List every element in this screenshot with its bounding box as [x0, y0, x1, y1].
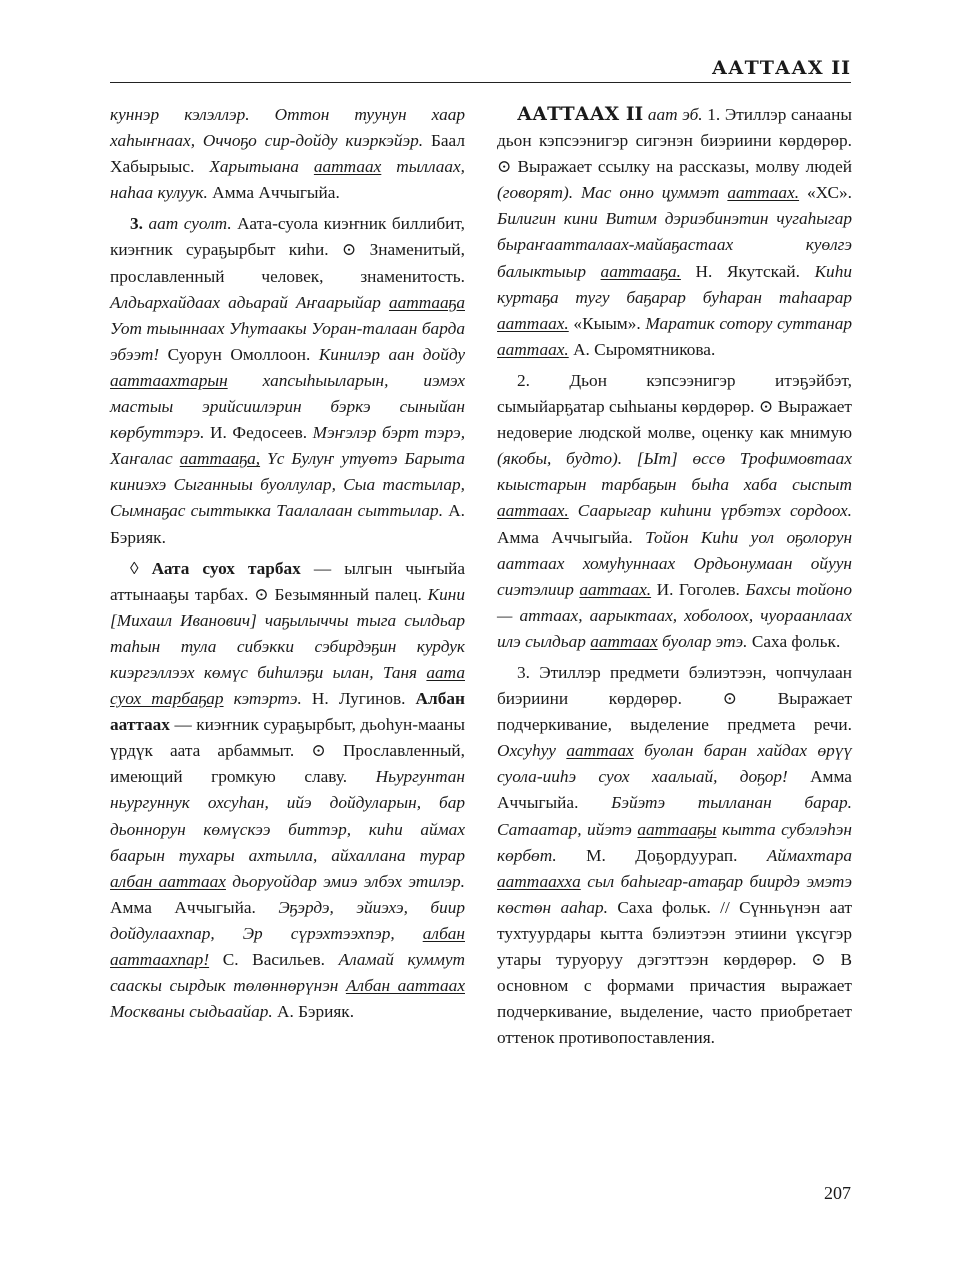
citation-source: С. Васильев. [222, 950, 325, 969]
example-text: Аймахтара [766, 845, 852, 865]
underlined-headword: Албан ааттаах [345, 976, 465, 996]
example-text: кэтэртэ. [233, 689, 302, 709]
definition-text: 3. Этиллэр предмети бэлиэтээн, чопчулаан биэриини көрдөрөр. ⊙ Выражает подчеркивание, выделение предмета речи. [497, 662, 852, 735]
underlined-headword: ааттааҕы [637, 819, 717, 839]
example-text: Харытыана [209, 157, 299, 177]
idiom-headword: Албан ааттаах [110, 689, 465, 735]
underlined-headword: ааттааҕа [388, 292, 465, 312]
citation-source: И. Федосеев. [210, 423, 308, 443]
example-text: Билигин кини Витим дэриэбинэтин чугаһыгар быраҥааттaлaах-майаҕастаах куөлгэ балыктыыр [497, 209, 852, 281]
citation-source: «Кыым». [573, 313, 641, 333]
citation-source: Н. Лугинов. [311, 689, 406, 709]
example-text: [Ыт] [636, 449, 678, 469]
example-text: Бэйэтэ тылланан барар. Сатаатар, ийэтэ [497, 793, 852, 839]
example-text: Эҕэрдэ, эйиэхэ, биир дойдулаахпар, Эр сүрэхтээхпэр, [110, 897, 466, 943]
example-text: Аламай куммут сааскы сырдык төлөннөрүнэн [110, 950, 465, 996]
gloss-text: (якобы, будто). [497, 449, 623, 469]
left-column [110, 102, 465, 1025]
running-header-title: ААТТААХ II [711, 57, 851, 79]
example-text: хаһыҥнаах, Оччоҕо сир-дойду киэркэйэр. [110, 131, 424, 151]
citation-source: Амма Аччыгыйа. [497, 767, 852, 813]
example-text: Охсуһуу [497, 741, 556, 761]
left-sense-3 [110, 211, 465, 550]
grammar-label: аат эб. [647, 105, 703, 124]
citation-source: Баал Хабырыыс. [110, 131, 465, 177]
definition-text: 2. Дьон кэпсээнигэр итэҕэйбэт, сымыйарҕатар сыһыаны көрдөрөр. ⊙ Выражает недоверие людской молве, оценку как мнимую [497, 370, 852, 443]
example-text: Кинилэр аан дойду [318, 344, 466, 364]
example-text: буолар этэ. [661, 631, 748, 651]
citation-source: Амма Аччыгыйа. [212, 183, 340, 203]
example-text: Тойон Киһи уол оҕолорун ааттаах хомуһуннаах Ордьонумаан ойуун сиэтэлиир [497, 527, 853, 599]
example-text: тыллаах, наһаа кулуук. [110, 157, 465, 203]
example-text: Бахсы тойоно — аттаах, аарыктаах, хоболоох, чуораанлаах илэ сылдьар [497, 579, 852, 651]
example-text: Уот тыыннаах Уһутаакы Уоран-талаан барда эбээт! [110, 318, 465, 364]
citation-source: А. Бэрияк. [110, 501, 465, 547]
underlined-headword: албан ааттаахпар! [110, 923, 465, 969]
right-entry-start [497, 102, 852, 363]
example-text: Мас онно цуммэт [581, 183, 720, 203]
underlined-headword: аата [426, 662, 465, 682]
citation-source: Амма Аччыгыйа. [497, 527, 633, 547]
example-text: хапсыһыыларын, иэмэх мастыы эрийсиилэрин бэркэ сыныйан көрбуттэрэ. [110, 370, 465, 443]
definition-text: 1. Этиллэр санааны дьон кэпсээнигэр сигэнэн биэриини көрдөрөр. ⊙ Выражает ссылку на рассказы, молву людей [497, 105, 852, 177]
example-text: Кини [Михаил Иванович] чаҕылыччы тыга сылдьар таһын тула сибэкки сэбирдэҕин курдук киэргэллээх көмүс биһилэҕи ылан, Таня [110, 584, 465, 682]
underlined-headword: ааттааҕа, [179, 449, 261, 469]
example-text: Саарыгар киһини үрбэтэх сордоох. [577, 501, 852, 521]
running-header [110, 57, 851, 81]
grammar-label: аат суолт. [148, 214, 232, 234]
example-text: Киһи куртаҕа тугу баҕарар буһаран таһаарар [497, 261, 852, 307]
example-text: Маратик сотору суттанар [645, 313, 853, 333]
citation-source: И. Гоголев. [656, 579, 740, 599]
citation-source: «ХС». [807, 183, 852, 203]
example-text: Үс Булуҥ утуөтэ Барыта киниэхэ Сыганныы буоллулар, Сыа тастылар, Сымнаҕас сыттыкка Таалалаан сыттылар. [110, 449, 465, 521]
example-text: дьоруойдар эмиэ элбэх этилэр. [232, 871, 465, 891]
header-rule [110, 82, 851, 83]
page-number: 207 [824, 1183, 851, 1203]
example-text: Москваны сыдьаайар. [110, 1002, 273, 1022]
right-column [497, 102, 852, 1051]
idiom-headword: Аата суох тарбах [151, 558, 301, 578]
underlined-headword: ааттаах [590, 631, 658, 651]
citation-source: А. Бэрияк. [277, 1002, 355, 1022]
underlined-headword: ааттаах. [727, 183, 800, 203]
underlined-headword: ааттаахтарын [110, 370, 228, 390]
definition-text: — киэҥник сураҕырбыт, дьоһун-мааны үрдүк аата арбаммыт. ⊙ Прославленный, имеющий громкую славу. [110, 715, 465, 787]
citation-source: М. Доҕордуурап. [586, 845, 738, 865]
underlined-headword: ааттаах. [579, 579, 652, 599]
left-entry-continuation [110, 102, 465, 206]
underlined-headword: ааттаах [313, 157, 382, 177]
underlined-headword: суох тарбаҕар [110, 689, 224, 709]
example-text: буолан баран хайдах өрүү суола-ииһэ суох хаалыай, доҕор! [497, 741, 853, 787]
definition-text: — ылгын чыҥыйа аттынааҕы тарбах. ⊙ Безымянный палец. [110, 558, 466, 604]
example-text: сыл баһыгар-атаҕар биирдэ эмэтэ көстөн ааһар. [497, 871, 852, 917]
entry-headword: ААТТААХ II [517, 104, 644, 125]
citation-source: А. Сыромятникова. [573, 339, 716, 359]
sense-number: 3. [130, 214, 143, 234]
underlined-headword: ааттаах [566, 741, 634, 761]
underlined-headword: ааттааххa [497, 871, 581, 891]
gloss-text: (говорят). [497, 183, 574, 203]
citation-source: Саха фольк. [751, 631, 841, 651]
definition-text: Аата-суола киэҥник биллибит, киэҥник сураҕырбыт киһи. ⊙ Знаменитый, прославленный человек, знаменитость. [110, 214, 465, 286]
underlined-headword: ааттаах. [497, 339, 569, 359]
underlined-headword: ааттааҕа. [600, 261, 681, 281]
example-text: Алдьархайдаах адьарай Аҥаарыйар [110, 292, 381, 312]
diamond-icon: ◊ [130, 558, 139, 578]
citation-source: Суорун Омоллоон. [167, 344, 311, 364]
example-text: куннэр кэлэллэр. Оттон туунун хаар [110, 105, 465, 124]
underlined-headword: албан ааттаах [110, 871, 226, 891]
example-text: Мэҥэлэр бэрт тэрэ, Хаҥалас [110, 423, 466, 469]
left-idiom-block [110, 556, 465, 1026]
example-text: өссө Трофимовтаах кыыстарын тарбаҕын быһа хаба сыспыт [497, 449, 852, 495]
definition-text: Саха фольк. // Сүнньүнэн аат тухтуурдары кытта бэлиэтээн этиини үксүгэр утары туруоруу дэгэттээн көрдөрөр. ⊙ В основном с формами причастия выражает подчеркивание, выделение, часто приобретает оттенок противопоставления. [497, 897, 852, 1048]
citation-source: Амма Аччыгыйа. [110, 897, 256, 917]
example-text: Ньургунтан ньургуннук охсуһан, ийэ дойдуларын, бар дьоннорун көмүскээ биттэр, киһи аймах баарын тухары ахтылла, айхаллана турар [110, 767, 465, 865]
underlined-headword: ааттаах. [497, 501, 569, 521]
right-sense-3 [497, 660, 852, 1051]
citation-source: Н. Якутскай. [695, 261, 800, 281]
underlined-headword: ааттаах. [497, 313, 569, 333]
example-text: кытта субэлэһэн көрбөт. [497, 819, 852, 865]
right-sense-2 [497, 368, 852, 655]
